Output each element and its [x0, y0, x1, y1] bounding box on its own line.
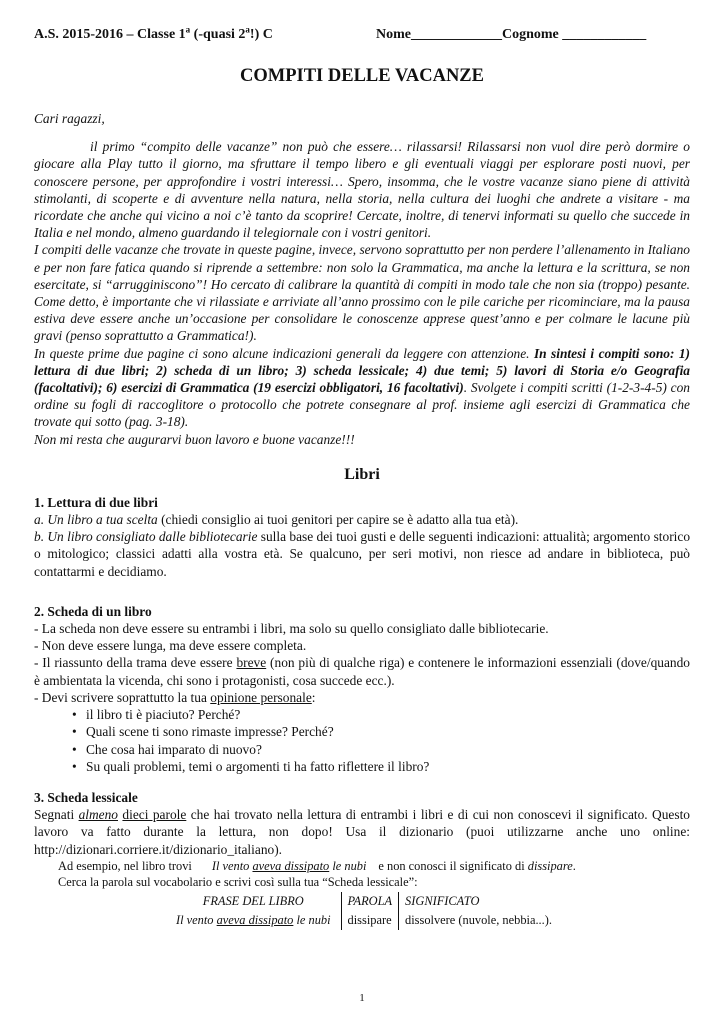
heading-lettura: 1. Lettura di due libri: [34, 494, 158, 510]
list-item: • il libro ti è piaciuto? Perché?: [34, 706, 690, 723]
table-row: [170, 892, 558, 911]
lessicale-paragraph: Segnati almeno dieci parole che hai trovato nella lettura di entrambi i libri e di cui non conoscevi il significato. Questo lavoro va fatto durante la lettura, non dopo! Usa il dizionario (puoi utilizzarne anche uno online: http://dizionari.corriere.it/dizionario_italiano).: [34, 807, 690, 857]
opinion-questions-list: [34, 706, 690, 775]
name-fields: [376, 26, 646, 43]
cell-significato: dissolvere (nuvole, nebbia...).: [405, 912, 552, 927]
scheda-line-4: - Devi scrivere soprattutto la tua opinione personale:: [34, 689, 316, 705]
intro-paragraph-1: il primo “compito delle vacanze” non può che essere… rilassarsi! Rilassarsi non vuol dire però dormire o giocare alla Play tutto il giorno, ma sfruttare il tempo libero e gli eventuali viaggi per esplorare posti nuovi, per conoscere persone, per approfondire i vostri interessi… Spero, insomma, che le vostre vacanze siano piene di attività stimolanti, di scoperte e di avventure nella natura, nella storia, nella cultura dei luoghi che andrete a visitare - ma ricordate che anche qui vicino a noi c’è tanto da scoprire! Cercate, inoltre, di tenervi informati su quello che succede in Italia e nel mondo, almeno guardando il telegiornale con i vostri genitori.: [34, 139, 690, 241]
list-item: • Che cosa hai imparato di nuovo?: [34, 741, 690, 758]
lettura-item-a: a. Un libro a tua scelta (chiedi consiglio ai tuoi genitori per capire se è adatto alla tua età).: [34, 512, 519, 528]
intro-paragraph-4: Non mi resta che augurarvi buon lavoro e buone vacanze!!!: [34, 431, 355, 447]
heading-scheda-lessicale: 3. Scheda lessicale: [34, 789, 138, 805]
lettura-item-b: b. Un libro consigliato dalle bibliotecarie sulla base dei tuoi gusti e delle seguenti indicazioni: attualità; argomento storico o mitologico; classici adatti alla vostra età. Se qualcuno, per seri motivi, non riesce ad andare in biblioteca, può contattarmi e decidiamo.: [34, 529, 691, 579]
list-item: • Quali scene ti sono rimaste impresse? Perché?: [34, 723, 690, 740]
example-instruction: Cerca la parola sul vocabolario e scrivi così sulla tua “Scheda lessicale”:: [58, 874, 418, 889]
heading-scheda-libro: 2. Scheda di un libro: [34, 603, 152, 619]
list-item: • Su quali problemi, temi o argomenti ti ha fatto riflettere il libro?: [34, 758, 690, 775]
intro-paragraph-2: I compiti delle vacanze che trovate in queste pagine, invece, servono soprattutto per non perdere l’allenamento in Italiano e per non fare fatica quando si riprende a settembre: non solo la Grammatica, ma anche la lettura e la scrittura, se non esercitate, si “arrugginiscono”! Ho cercato di calibrare la quantità di compiti in modo tale che non sia (troppo) pesante. Come detto, è importante che vi rilassiate e arriviate all’anno prossimo con le pile cariche per ricominciare, ma la pausa estiva deve essere anche un’occasione per consolidare le conoscenze apprese quest’anno e per colmare le lacune più gravi (penso soprattutto a Grammatica!).: [34, 242, 690, 344]
col-parola-header: PAROLA: [341, 892, 399, 911]
cognome-field: Cognome ____________: [502, 27, 647, 42]
example-table: [170, 892, 558, 930]
nome-field: Nome_____________: [376, 27, 502, 42]
class-info: A.S. 2015-2016 – Classe 1$^a$ (-quasi 2$^a$!) C: [34, 24, 273, 42]
example-line: Ad esempio, nel libro trovi Il vento aveva dissipato le nubi e non conosci il significato di dissipare.: [58, 858, 576, 873]
page-header: [34, 26, 690, 48]
greeting: Cari ragazzi,: [34, 111, 105, 126]
section-title-libri: Libri: [344, 465, 380, 483]
intro-paragraph-3: In queste prime due pagine ci sono alcune indicazioni generali da leggere con attenzione. In sintesi i compiti sono: 1) lettura di due libri; 2) scheda di un libro; 3) scheda lessicale; 4) due temi; 5) lavori di Storia e/o Geografia (facoltativi); 6) esercizi di Grammatica (19 esercizi obbligatori, 16 facoltativi). Svolgete i compiti scritti (1-2-3-4-5) con ordine su fogli di raccoglitore o protocollo che potrete consegnare al prof. insieme agli esercizi di Grammatica che trovate qui sotto (pag. 3-18).: [34, 345, 691, 430]
scheda-line-1: - La scheda non deve essere su entrambi i libri, ma solo su quello consigliato dalle bibliotecarie.: [34, 621, 549, 637]
cell-parola: dissipare: [341, 911, 399, 930]
summary-bold: In sintesi i compiti sono: 1) lettura di due libri; 2) scheda di un libro; 3) scheda lessicale; 4) due temi; 5) lavori di Storia e/o Geografia (facoltativi); 6) esercizi di Grammatica (19 esercizi obbligatori, 16 facoltativi): [34, 345, 691, 396]
document-page: [34, 26, 690, 930]
scheda-line-3: - Il riassunto della trama deve essere breve (non più di qualche riga) e contenere le informazioni essenziali (dove/quando è ambientata la vicenda, chi sono i protagonisti, cosa succede ecc.).: [34, 655, 690, 688]
table-row: [170, 911, 558, 930]
page-number: 1: [359, 992, 365, 1004]
cell-frase: Il vento aveva dissipato le nubi: [176, 912, 331, 927]
page-title: COMPITI DELLE VACANZE: [240, 66, 484, 86]
col-frase-header: FRASE DEL LIBRO: [202, 893, 304, 908]
col-significato-header: SIGNIFICATO: [405, 893, 480, 908]
scheda-line-2: - Non deve essere lunga, ma deve essere completa.: [34, 638, 307, 654]
